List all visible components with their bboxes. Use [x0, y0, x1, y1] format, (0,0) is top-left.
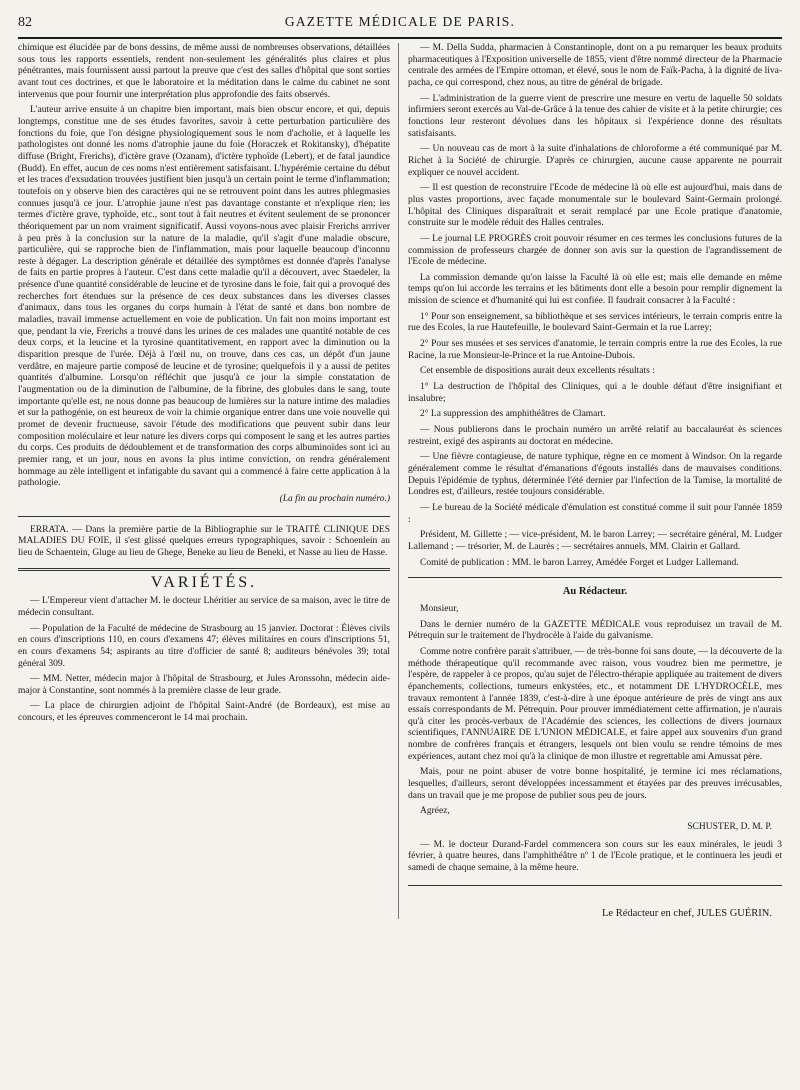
divider	[408, 577, 782, 578]
page-number: 82	[18, 15, 32, 30]
news-item: — Le journal LE PROGRÈS croit pouvoir résumer en ces termes les conclusions futures de la commission de professeurs chargée de donner son avis sur la question de l'agrandissement de l'Ecole de médecine.	[408, 233, 782, 268]
divider	[408, 885, 782, 886]
errata-label: ERRATA.	[30, 524, 69, 535]
news-item: — Nous publierons dans le prochain numéro un arrêté relatif au baccalauréat ès sciences restreint, exigé des aspirants au doctorat en médecine.	[408, 425, 782, 447]
paragraph: 2° La suppression des amphithéâtres de Clamart.	[420, 409, 606, 420]
section-title: VARIÉTÉS.	[150, 573, 258, 591]
letter-paragraph: Dans le dernier numéro de la GAZETTE MÉDICALE vous reproduisez un travail de M. Pétrequin sur le traitement de l'hydrocèle à l'aide du galvanisme.	[408, 619, 782, 642]
right-column	[408, 43, 782, 919]
news-item: — M. Della Sudda, pharmacien à Constantinople, dont on a pu remarquer les beaux produits pharmaceutiques à l'Exposition universelle de 1855, vient d'être nommé directeur de la Pharmacie centrale des armées de l'Empire ottoman, et élevé, sous le nom de Faïk-Pacha, à la dignité de liva-pacha, ce qui correspond, chez nous, au titre de général de brigade.	[408, 43, 782, 88]
letter-closing: Agréez,	[420, 806, 450, 817]
salutation: Monsieur,	[420, 603, 459, 614]
signature: SCHUSTER, D. M. P.	[687, 822, 772, 833]
news-item: — Le bureau de la Société médicale d'émulation est constitué comme il suit pour l'année 1859 :	[408, 502, 782, 525]
left-column	[18, 43, 399, 919]
errata-paragraph	[18, 525, 390, 560]
editor-line: Le Rédacteur en chef, JULES GUÉRIN.	[602, 907, 772, 919]
paragraph: 1° La destruction de l'hôpital des Cliniques, qui a le double défaut d'être insignifiant et insalubre;	[408, 382, 782, 404]
news-item: — Une fièvre contagieuse, de nature typhique, règne en ce moment à Windsor. On la regarde généralement comme le résultat d'émanations d'égouts installés dans de mauvaises conditions. Depuis l'épidémie de typhus, déterminée l'été dernier par l'infection de la Tamise, la mortalité de Londres est, d'ailleurs, restée toujours considérable.	[408, 452, 782, 498]
paragraph: Président, M. Gillette ; — vice-président, M. le baron Larrey; — secrétaire général, M. Ludger Lallemand ; — trésorier, M. de Laurès ; — secrétaires annuels, MM. Clairin et Gallard.	[408, 530, 782, 552]
page-header	[18, 14, 782, 39]
continuation-note: (La fin au prochain numéro.)	[279, 493, 390, 504]
news-item: — Il est question de reconstruire l'Ecode de médecine là où elle est aujourd'hui, mais dans de plus vastes proportions, avec façade monumentale sur le boulevard Saint-Germain prolongé. L'hôpital des Cliniques disparaîtrait et serait remplacé par une Ecole pratique d'anatomie, construite sur le modèle réduit des Halles centrales.	[408, 183, 782, 229]
paragraph: L'auteur arrive ensuite à un chapitre bien important, mais bien obscur encore, et qui, depuis longtemps, constitue une de ses études favorites, savoir à cette perturbation particulière des fonctions du foie, que l'on désigne physiologiquement sous le nom d'acholie, et à laquelle les pathologistes ont donné les noms d'atrophie jaune du foie (Horaczek et Rokitansky), d'hépatite diffuse (Bright, Frerichs), d'ictère grave (Ozanam), d'ictère typhoïde (Lebert), et de fatal jaundice (Budd). En effet, aucun de ces noms n'est entièrement satisfaisant. L'hypérémie certaine du début et les traces d'exsudation trouvées justifient bien jusqu'à un certain point le terme d'inflammation; toutefois on y observe bien des caractères qui ne se retrouvent point dans les autres phlegmasies connues jusqu'à ce jour. L'atrophie jaune n'est pas davantage constante et n'explique rien; les termes d'ictère grave, typhoïde, etc., sont tout à fait neutres et évitent seulement de se prononcer théoriquement par un nom vraiment significatif. Aussi voyons-nous avec plaisir Frerichs arrriver à peu près à la conclusion sur la nature de la maladie, qu'il s'agit d'une maladie obscure, particulière, qui se rapproche bien de l'inflammation, mais pour laquelle beaucoup d'inconnu reste à dégager. La description générale et détaillée des symptômes est donnée d'après l'analyse de faits en partie propres à l'auteur. C'est dans cette maladie qu'il a découvert, avec Staedeler, la présence d'une quantité considérable de leucine et de tyrosine dans le foie, fait qui a provoqué des recherches fort étendues sur la présence de ces deux substances dans les diverses classes d'animaux, dans tous les organes du corps humain à l'état de santé et dans bon nombre de maladies, travail immense actuellement en voie de publication. Un fait non moins important est que, pendant la vie, Frerichs a trouvé dans les urines de ces malades une quantité notable de ces deux corps, et la leucine et la tyrosine quantitativement, en rapport avec la diminution ou la disparition presque de l'urée. Déjà à l'œil nu, on trouve, dans ces cas, un dépôt d'un jaune verdâtre, en majeure partie composé de leucine et de tyrosine; quelquefois il y a aussi de petites quantités d'albumine. Lorsqu'on réfléchit que jusqu'à ce jour la simple constatation de l'augmentation ou de la diminution de l'albumine, de la fibrine, des globules dans le sang, toute importante qu'elle est, ne nous donne pas beaucoup de lumières sur la nature intime des maladies et sur la pathogénie, on est heureux de voir la chimie organique entrer dans une voie nouvelle qui promet de devenir fructueuse, savoir l'étude des modifications que peuvent subir dans leur composition moléculaire et leur nature les divers corps qui composent le sang et les autres parties du corps. Ces produits de dédoublement et de transformation des corps albuminoïdes sont ici au premier rang, et un jour, nous en avons la plus intime conviction, on rendra généralement hommage au zèle intelligent et infatigable du savant qui a commencé à faire cette application à la pathologie.	[18, 105, 390, 489]
paragraph: 1° Pour son enseignement, sa bibliothèque et ses services intérieurs, le terrain compris entre la rue des Ecoles, la rue Hautefeuille, le boulevard Saint-Germain et la rue Larrey;	[408, 311, 782, 334]
news-item: — MM. Netter, médecin major à l'hôpital de Strasbourg, et Jules Aronssohn, médecin aide-major à Constantine, sont nommés à la première classe de leur grade.	[18, 674, 390, 696]
letter-paragraph: Comme notre confrère parait s'attribuer, — de très-bonne foi sans doute, — la découverte de la méthode thérapeutique qu'il recommande avec raison, vous voudrez bien me permettre, je l'espère, de rappeler à ce propos, qu'au sujet de l'électro-thérapie appliquée au traitement de divers épanchements, collections, tumeurs enkystées, etc., et notamment DE L'HYDROCÈLE, mes travaux remontent à l'année 1839, c'est-à-dire à une époque antérieure de près de vingt ans aux essais correspondants de M. Pétrequin. Pour prouver immédiatement cette affirmation, je n'aurais qu'à citer les procès-verbaux de l'Académie des sciences, les collections de divers journaux scientifiques, l'ANNUAIRE DE L'UNION MÉDICALE, et faire appel aux souvenirs d'un grand nombre de confrères français et étrangers, lesquels ont bien voulu se rendre témoins de mes expériences, autant chez moi qu'à la clinique de mon illustre et regrettable ami Amussat père.	[408, 646, 782, 762]
news-item: — La place de chirurgien adjoint de l'hôpital Saint-André (de Bordeaux), est mise au concours, et les épreuves commenceront le 14 mai prochain.	[18, 701, 390, 724]
paragraph: La commission demande qu'on laisse la Faculté là où elle est; mais elle demande en même temps qu'on lui accorde les terrains et les bâtiments dont elle a besoin pour remplir dignement la mission de science et d'humanité qui lui est confiée. Il faudrait consacrer à la Faculté :	[408, 272, 782, 307]
divider	[18, 516, 390, 517]
errata-text: — Dans la première partie de la Bibliographie sur le TRAITÉ CLINIQUE DES MALADIES DU FOIE, il s'est glissé quelques erreurs typographiques, savoir : Schoenlein au lieu de Schaentein, Gluge au lieu de Ghege, Beneke au lieu de Beneki, et Nasse au lieu de Hasse.	[18, 524, 390, 558]
news-item: — Population de la Faculté de médecine de Strasbourg au 15 janvier. Doctorat : Élèves civils en cours d'inscriptions 110, en cours d'examens 47; élèves militaires en cours d'inscriptions 51, en cours d'examens 54; aspirants au titre d'officier de santé 8; auditeurs bénévoles 39; total général 309.	[18, 623, 390, 669]
paragraph: Comité de publication : MM. le baron Larrey, Amédée Forget et Ludger Lallemand.	[420, 557, 739, 568]
news-item: — L'administration de la guerre vient de prescrire une mesure en vertu de laquelle 50 soldats infirmiers seront exercés au Val-de-Grâce à la tenue des cahier de visite et à la petite chirurgie; ces fonctions leur resteront dévolues dans les hôpitaux si l'expérience donne des résultats satisfaisants.	[408, 93, 782, 139]
divider	[18, 568, 390, 571]
news-item: — L'Empereur vient d'attacher M. le docteur Lhéritier au service de sa maison, avec le titre de médecin consultant.	[18, 596, 390, 618]
journal-title: GAZETTE MÉDICALE DE PARIS.	[284, 14, 516, 29]
paragraph: Cet ensemble de dispositions aurait deux excellents résultats :	[420, 366, 655, 377]
news-item: — M. le docteur Durand-Fardel commencera son cours sur les eaux minérales, le jeudi 3 février, à quatre heures, dans l'amphithéâtre nº 1 de l'Ecole pratique, et le continuera les jeudi et samedi de chaque semaine, à la même heure.	[408, 839, 782, 874]
columns	[18, 43, 782, 919]
paragraph: 2° Pour ses musées et ses services d'anatomie, le terrain compris entre la rue des Ecoles, la rue Racine, la rue Monsieur-le-Prince et la rue Antoine-Dubois.	[408, 339, 782, 361]
letter-paragraph: Mais, pour ne point abuser de votre bonne hospitalité, je termine ici mes réclamations, lesquelles, d'ailleurs, seront développées incessamment et étayées par des preuves irrécusables, dans un travail que je me propose de publier sous peu de jours.	[408, 767, 782, 801]
paragraph: chimique est élucidée par de bons dessins, de même aussi de nombreuses observations, détaillées sous tous les rapports essentiels, rendent non-seulement les généralités plus claires et plus pénétrantes, mais fournissent aussi partout la preuve que c'est des salles d'hôpital que sont sorties avant tout ces doctrines, et que le laboratoire et la méditation dans le calme du cabinet ne sont intervenus que pour fournir une interprétation plus approfondie des faits observés.	[18, 43, 390, 100]
letter-title: Au Rédacteur.	[562, 586, 628, 598]
news-item: — Un nouveau cas de mort à la suite d'inhalations de chloroforme a été communiqué par M. Richet à la Société de chirurgie. D'après ce chirurgien, aucune cause apparente ne pourrait expliquer ce nouvel accident.	[408, 144, 782, 178]
